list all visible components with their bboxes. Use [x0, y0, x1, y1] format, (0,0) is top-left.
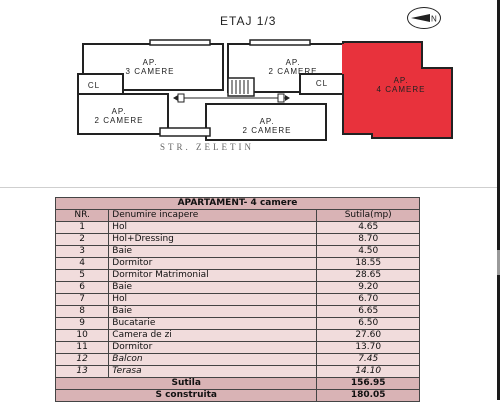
cell-area: 6.70: [317, 294, 420, 306]
floor-title: ETAJ 1/3: [220, 14, 277, 28]
cell-room-name: Hol+Dressing: [109, 234, 317, 246]
cell-room-name: Bucatarie: [109, 318, 317, 330]
table-title-row: [56, 198, 420, 210]
cell-room-name: Dormitor Matrimonial: [109, 270, 317, 282]
cell-area: 9.20: [317, 282, 420, 294]
sutila-label: Sutila: [56, 378, 317, 390]
cell-nr: 10: [56, 330, 109, 342]
cell-room-name: Hol: [109, 222, 317, 234]
table-row: [56, 294, 420, 306]
cell-nr: 5: [56, 270, 109, 282]
apartment-area-table: [55, 197, 420, 402]
room-label-ap-4-highlighted: AP. 4 CAMERE: [376, 76, 426, 94]
floor-plan: [60, 38, 470, 148]
header-nr: NR.: [56, 210, 109, 222]
cell-area: 7.45: [317, 354, 420, 366]
table-row: [56, 318, 420, 330]
table-row: [56, 342, 420, 354]
cell-area: 28.65: [317, 270, 420, 282]
cell-area: 4.65: [317, 222, 420, 234]
room-label-ap-2-top: AP. 2 CAMERE: [268, 58, 318, 76]
cell-room-name: Baie: [109, 306, 317, 318]
constructed-value: 180.05: [317, 390, 420, 402]
section-divider: [0, 187, 497, 188]
cell-room-name: Dormitor: [109, 342, 317, 354]
header-room-name: Denumire incapere: [109, 210, 317, 222]
closet-label-right: CL: [315, 79, 329, 88]
cell-nr: 11: [56, 342, 109, 354]
table-row: [56, 306, 420, 318]
table-header-row: [56, 210, 420, 222]
header-area: Sutila(mp): [317, 210, 420, 222]
table-row: [56, 282, 420, 294]
cell-room-name: Camera de zi: [109, 330, 317, 342]
room-label-ap-3: AP. 3 CAMERE: [125, 58, 175, 76]
sutila-value: 156.95: [317, 378, 420, 390]
north-arrow-icon: [407, 7, 441, 29]
cell-room-name: Baie: [109, 282, 317, 294]
cell-room-name: Baie: [109, 246, 317, 258]
room-label-ap-2-left: AP. 2 CAMERE: [94, 107, 144, 125]
cell-nr: 1: [56, 222, 109, 234]
closet-label-left: CL: [87, 81, 101, 90]
cell-nr: 7: [56, 294, 109, 306]
cell-area: 27.60: [317, 330, 420, 342]
cell-nr: 4: [56, 258, 109, 270]
sutila-total-row: [56, 378, 420, 390]
cell-room-name: Hol: [109, 294, 317, 306]
table-title: APARTAMENT- 4 camere: [56, 198, 420, 210]
cell-nr: 3: [56, 246, 109, 258]
cell-area: 18.55: [317, 258, 420, 270]
cell-nr: 13: [56, 366, 109, 378]
table-row: [56, 222, 420, 234]
table-row: [56, 234, 420, 246]
cell-room-name: Balcon: [109, 354, 317, 366]
table-row: [56, 246, 420, 258]
cell-nr: 2: [56, 234, 109, 246]
cell-nr: 8: [56, 306, 109, 318]
cell-nr: 9: [56, 318, 109, 330]
constructed-label: S construita: [56, 390, 317, 402]
cell-area: 13.70: [317, 342, 420, 354]
cell-nr: 12: [56, 354, 109, 366]
table-row: [56, 354, 420, 366]
table-row: [56, 330, 420, 342]
cell-area: 6.50: [317, 318, 420, 330]
table-row: [56, 366, 420, 378]
svg-text:N: N: [431, 14, 437, 24]
cell-room-name: Terasa: [109, 366, 317, 378]
cell-area: 6.65: [317, 306, 420, 318]
street-name: STR. ZELETIN: [160, 142, 254, 152]
table-row: [56, 270, 420, 282]
cell-room-name: Dormitor: [109, 258, 317, 270]
cell-area: 14.10: [317, 366, 420, 378]
room-label-ap-2-bottom: AP. 2 CAMERE: [242, 117, 292, 135]
cell-nr: 6: [56, 282, 109, 294]
cell-area: 8.70: [317, 234, 420, 246]
cell-area: 4.50: [317, 246, 420, 258]
table-row: [56, 258, 420, 270]
